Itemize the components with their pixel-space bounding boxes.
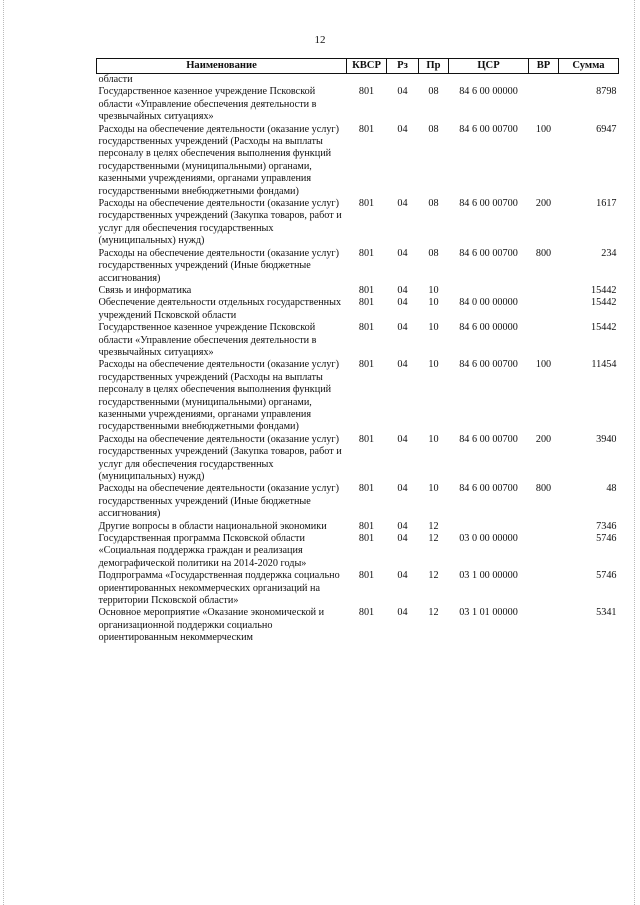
header-name: Наименование <box>97 59 347 74</box>
scan-edge-left <box>3 0 4 905</box>
table-header <box>97 59 619 74</box>
row-name: Обеспечение деятельности отдельных государственных учреждений Псковской области <box>98 297 342 321</box>
row-sum: 48 <box>606 483 617 495</box>
row-name: Расходы на обеспечение деятельности (оказание услуг) государственных учреждений (Иные бюджетные ассигнования) <box>98 483 340 520</box>
table-row <box>97 607 619 644</box>
table-row <box>97 285 619 297</box>
row-kvsr: 801 <box>358 297 375 309</box>
row-sum: 15442 <box>591 284 617 296</box>
row-kvsr: 801 <box>358 520 375 532</box>
header-sum: Сумма <box>559 59 619 74</box>
row-rz <box>387 74 419 87</box>
row-rz: 04 <box>397 297 408 309</box>
row-kvsr: 801 <box>358 433 375 445</box>
row-rz: 04 <box>397 570 408 582</box>
row-name: Расходы на обеспечение деятельности (оказание услуг) государственных учреждений (Иные бюджетные ассигнования) <box>98 247 340 284</box>
row-pr: 10 <box>428 322 439 334</box>
row-vr: 200 <box>535 198 552 210</box>
row-name: Государственное казенное учреждение Псковской области «Управление обеспечения деятельности в чрезвычайных ситуациях» <box>98 86 317 123</box>
row-kvsr: 801 <box>358 198 375 210</box>
table-row <box>97 483 619 520</box>
header-vr: ВР <box>529 59 559 74</box>
row-csr <box>449 521 529 533</box>
row-csr: 84 6 00 00700 <box>459 198 518 210</box>
row-rz: 04 <box>397 86 408 98</box>
row-kvsr: 801 <box>358 123 375 135</box>
row-csr: 84 6 00 00700 <box>459 483 518 495</box>
row-pr: 10 <box>428 284 439 296</box>
row-name: Расходы на обеспечение деятельности (оказание услуг) государственных учреждений (Расходы на выплаты персоналу в целях обеспечения выполнения функций государственными (муниципальными) органами, казенными учреждениями, органами управления государственными внебюджетными фондами) <box>98 359 340 433</box>
row-kvsr: 801 <box>358 86 375 98</box>
row-pr: 12 <box>428 533 439 545</box>
row-pr: 08 <box>428 86 439 98</box>
row-rz: 04 <box>397 533 408 545</box>
row-pr: 08 <box>428 123 439 135</box>
header-row <box>97 59 619 74</box>
row-rz: 04 <box>397 198 408 210</box>
table-row <box>97 359 619 433</box>
row-pr: 12 <box>428 607 439 619</box>
table-row <box>97 124 619 198</box>
table-row <box>97 322 619 359</box>
header-rz: Рз <box>387 59 419 74</box>
row-kvsr: 801 <box>358 607 375 619</box>
row-name: Расходы на обеспечение деятельности (оказание услуг) государственных учреждений (Расходы на выплаты персоналу в целях обеспечения выполнения функций государственными (муниципальными) органами, казенными учреждениями, органами управления государственными внебюджетными фондами) <box>98 123 340 197</box>
row-pr <box>419 74 449 87</box>
row-vr: 100 <box>535 123 552 135</box>
row-vr <box>529 521 559 533</box>
table-row <box>97 570 619 607</box>
row-kvsr: 801 <box>358 483 375 495</box>
row-pr: 08 <box>428 247 439 259</box>
row-pr: 12 <box>428 570 439 582</box>
row-vr: 200 <box>535 433 552 445</box>
table-row <box>97 74 619 87</box>
row-kvsr: 801 <box>358 284 375 296</box>
row-rz: 04 <box>397 433 408 445</box>
table-row <box>97 86 619 123</box>
row-pr: 08 <box>428 198 439 210</box>
row-name: Подпрограмма «Государственная поддержка социально ориентированных некоммерческих организаций на территории Псковской области» <box>98 570 340 607</box>
row-vr <box>529 297 559 322</box>
row-sum: 5341 <box>596 607 617 619</box>
row-sum: 7346 <box>596 520 617 532</box>
scan-edge-right <box>634 0 635 905</box>
row-name: Расходы на обеспечение деятельности (оказание услуг) государственных учреждений (Закупка товаров, работ и услуг для обеспечения государственных (муниципальных) нужд) <box>98 433 342 482</box>
row-name: Расходы на обеспечение деятельности (оказание услуг) государственных учреждений (Закупка товаров, работ и услуг для обеспечения государственных (муниципальных) нужд) <box>98 198 342 247</box>
row-sum: 5746 <box>596 533 617 545</box>
table-body <box>97 74 619 645</box>
row-vr <box>529 322 559 359</box>
row-csr: 84 6 00 00000 <box>459 86 518 98</box>
row-vr <box>529 607 559 644</box>
row-pr: 10 <box>428 433 439 445</box>
row-kvsr: 801 <box>358 322 375 334</box>
row-csr: 84 6 00 00700 <box>459 433 518 445</box>
table-row <box>97 297 619 322</box>
row-name: области <box>98 74 133 85</box>
row-rz: 04 <box>397 607 408 619</box>
row-vr <box>529 570 559 607</box>
row-rz: 04 <box>397 284 408 296</box>
row-vr <box>529 285 559 297</box>
row-rz: 04 <box>397 322 408 334</box>
row-pr: 10 <box>428 359 439 371</box>
row-csr <box>449 285 529 297</box>
row-sum: 15442 <box>591 322 617 334</box>
row-vr <box>529 533 559 570</box>
table-row <box>97 434 619 484</box>
header-kvsr: КВСР <box>347 59 387 74</box>
row-csr: 84 6 00 00000 <box>459 322 518 334</box>
row-pr: 10 <box>428 297 439 309</box>
table-row <box>97 248 619 285</box>
row-csr: 84 6 00 00700 <box>459 123 518 135</box>
row-csr: 84 6 00 00700 <box>459 247 518 259</box>
row-rz: 04 <box>397 359 408 371</box>
budget-table <box>96 58 619 645</box>
row-sum: 3940 <box>596 433 617 445</box>
row-rz: 04 <box>397 483 408 495</box>
row-csr: 03 0 00 00000 <box>459 533 518 545</box>
table-row <box>97 533 619 570</box>
row-sum: 15442 <box>591 297 617 309</box>
table-row <box>97 521 619 533</box>
row-kvsr <box>347 74 387 87</box>
row-kvsr: 801 <box>358 247 375 259</box>
row-csr: 03 1 01 00000 <box>459 607 518 619</box>
row-csr <box>449 74 529 87</box>
row-kvsr: 801 <box>358 359 375 371</box>
row-sum: 11454 <box>591 359 617 371</box>
row-sum: 8798 <box>596 86 617 98</box>
row-sum: 6947 <box>596 123 617 135</box>
row-name: Другие вопросы в области национальной экономики <box>98 520 327 532</box>
row-pr: 12 <box>428 520 439 532</box>
row-csr: 84 6 00 00700 <box>459 359 518 371</box>
row-csr: 84 0 00 00000 <box>459 297 518 309</box>
header-csr: ЦСР <box>449 59 529 74</box>
header-pr: Пр <box>419 59 449 74</box>
table-row <box>97 198 619 248</box>
row-vr: 800 <box>535 483 552 495</box>
row-name: Государственная программа Псковской области «Социальная поддержка граждан и реализация демографической политики на 2014-2020 годы» <box>98 533 307 569</box>
row-csr: 03 1 00 00000 <box>459 570 518 582</box>
row-sum <box>559 74 619 87</box>
row-name: Основное мероприятие «Оказание экономической и организационной поддержки социально ориентированным некоммерческим <box>98 607 325 644</box>
row-kvsr: 801 <box>358 570 375 582</box>
row-pr: 10 <box>428 483 439 495</box>
page-number: 12 <box>314 34 326 46</box>
row-sum: 234 <box>601 247 617 259</box>
row-vr <box>529 74 559 87</box>
row-sum: 5746 <box>596 570 617 582</box>
row-vr: 100 <box>535 359 552 371</box>
row-rz: 04 <box>397 123 408 135</box>
row-kvsr: 801 <box>358 533 375 545</box>
row-sum: 1617 <box>596 198 617 210</box>
row-rz: 04 <box>397 520 408 532</box>
row-vr: 800 <box>535 247 552 259</box>
row-name: Государственное казенное учреждение Псковской области «Управление обеспечения деятельности в чрезвычайных ситуациях» <box>98 322 317 358</box>
row-name: Связь и информатика <box>98 284 192 296</box>
row-vr <box>529 86 559 123</box>
row-rz: 04 <box>397 247 408 259</box>
